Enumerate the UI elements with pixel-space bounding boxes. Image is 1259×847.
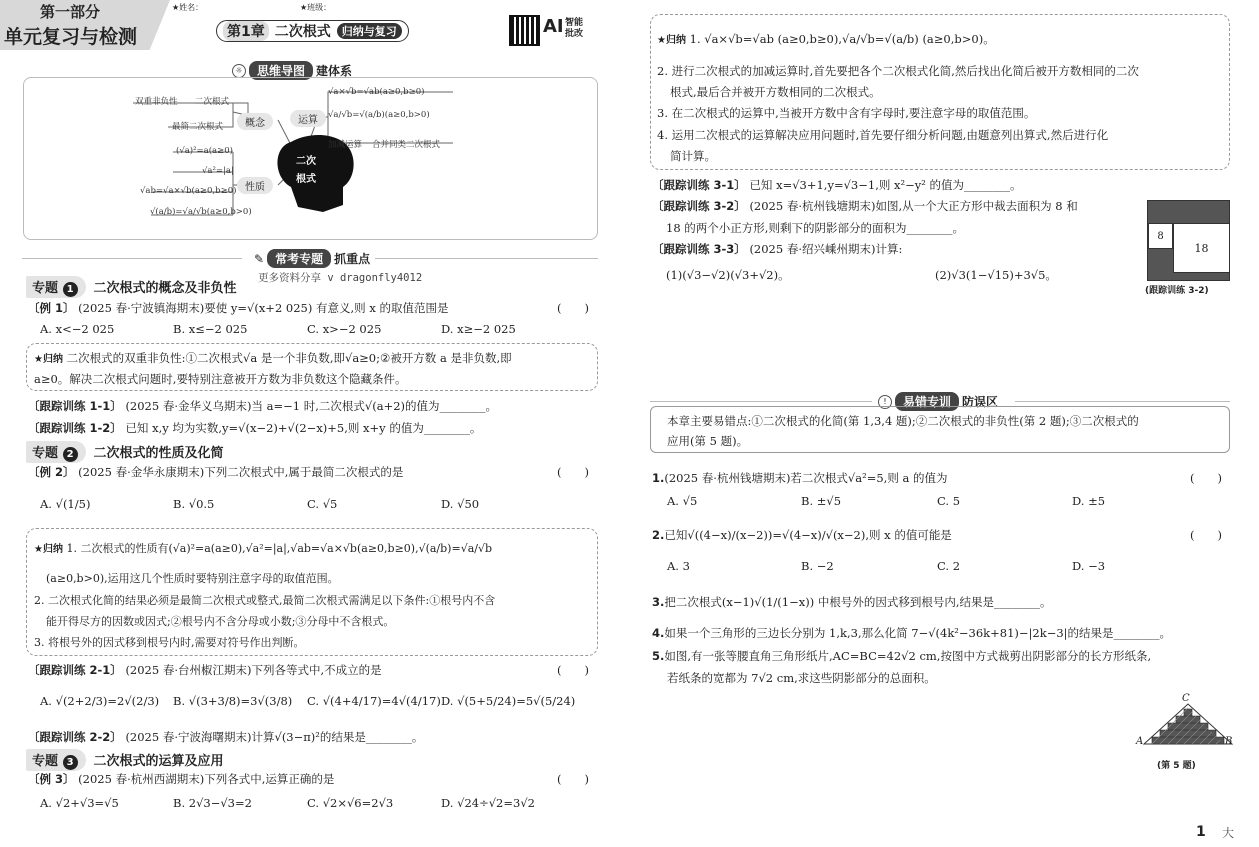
class-label: ★班级：: [300, 3, 332, 12]
note-3-line-6: 简计算。: [670, 149, 716, 163]
node-concept: 概念: [237, 113, 273, 130]
page-mark: 大: [1222, 826, 1235, 840]
banner-rule-left-2: [650, 401, 872, 402]
topic-2-label: 专题: [32, 446, 59, 461]
property-item-2: √a²=|a|: [202, 166, 234, 176]
track-1-1-tag: 〔跟踪训练 1-1〕: [28, 399, 122, 413]
errors-banner-sub: 防误区: [962, 395, 999, 409]
banner-rule-right-2: [1015, 401, 1230, 402]
operation-item-4: 合并同类二次根式: [372, 140, 441, 150]
node-property: 性质: [237, 177, 273, 194]
figure-3-2-small-square: [1148, 223, 1173, 249]
question-4-text: 如果一个三角形的三边长分别为 1,k,3,那么化简 7−√(4k²−36k+81)−|2k−3|的结果是________。: [664, 626, 1172, 640]
example-2-tag: 〔例 2〕: [28, 465, 75, 479]
question-1-num: 1.: [652, 471, 665, 485]
example-1-option-a[interactable]: A. x<−2 025: [40, 322, 115, 336]
figure-5-label-c: C: [1182, 693, 1190, 704]
example-2-answer[interactable]: ( ): [557, 465, 589, 479]
question-4-num: 4.: [652, 626, 665, 640]
chapter-num: 第1章: [223, 21, 269, 41]
note-2-line-1: [34, 541, 492, 558]
errors-banner-main: 易错专训: [895, 392, 959, 411]
question-1-option-a[interactable]: A. √5: [667, 494, 698, 508]
track-1-2-tag: 〔跟踪训练 1-2〕: [28, 421, 122, 435]
figure-5-caption: (第 5 题): [1157, 761, 1196, 771]
topics-banner: [254, 249, 370, 268]
qr-code-icon: [509, 15, 540, 46]
operation-item-1: √a×√b=√ab(a≥0,b≥0): [328, 87, 425, 97]
question-5-text-1: 如图,有一张等腰直角三角形纸片,AC=BC=42√2 cm,按图中方式裁剪出阴影部分的长方形纸条,: [664, 649, 1152, 663]
note-3-line-2: 2. 进行二次根式的加减运算时,首先要把各个二次根式化简,然后找出化简后被开方数相同的二次: [657, 64, 1139, 78]
track-3-1: [652, 177, 1022, 193]
question-3-text: 把二次根式(x−1)√(1/(1−x)) 中根号外的因式移到根号内,结果是________。: [664, 595, 1052, 609]
track-2-1-option-d[interactable]: D. √(5+5/24)=5√(5/24): [441, 694, 576, 708]
note-2-line-4: 能开得尽方的因数或因式;②根号内不含分母或小数;③分母中不含根式。: [46, 615, 395, 628]
chapter-tag: 归纳与复习: [337, 23, 402, 39]
topic-2-heading: [26, 441, 224, 463]
question-2-text: 已知√((4−x)/(x−2))=√(4−x)/√(x−2),则 x 的值可能是: [664, 528, 952, 542]
center-text-1: 二次: [296, 156, 316, 167]
question-5-line-1: [652, 648, 1151, 664]
track-3-3-part-1: (1)(√3−√2)(√3+√2)。: [666, 268, 790, 282]
note-2-line-5: 3. 将根号外的因式移到根号内时,需要对符号作出判断。: [34, 636, 305, 649]
example-1-answer[interactable]: ( ): [557, 301, 589, 315]
property-item-4: √(a/b)=√a/√b(a≥0,b>0): [150, 207, 252, 217]
part-label: 第一部分: [40, 3, 101, 21]
chapter-badge: [216, 20, 409, 42]
question-1-option-c[interactable]: C. 5: [937, 494, 961, 508]
track-2-1-option-c[interactable]: C. √(4+4/17)=4√(4/17): [307, 694, 441, 708]
question-2-option-c[interactable]: C. 2: [937, 559, 961, 573]
question-2-answer[interactable]: ( ): [1190, 528, 1222, 542]
track-2-2-tag: 〔跟踪训练 2-2〕: [28, 730, 122, 744]
example-2: [28, 464, 403, 480]
note-3-line-5: 4. 运用二次根式的运算解决应用问题时,首先要仔细分析问题,由题意列出算式,然后进行化: [657, 128, 1109, 142]
example-3-option-a[interactable]: A. √2+√3=√5: [40, 796, 119, 810]
intro-line-1: 本章主要易错点:①二次根式的化简(第 1,3,4 题);②二次根式的非负性(第 2 题);③二次根式的: [667, 414, 1139, 428]
topic-1-label: 专题: [32, 281, 59, 296]
question-1-text: (2025 春·杭州钱塘期末)若二次根式√a²=5,则 a 的值为: [664, 471, 948, 485]
mindmap-banner-main: 思维导图: [249, 61, 313, 80]
track-1-1-text: (2025 春·金华义乌期末)当 a=−1 时,二次根式√(a+2)的值为________。: [125, 399, 498, 413]
note-2-text-1: 1. 二次根式的性质有(√a)²=a(a≥0),√a²=|a|,√ab=√a×√b(a≥0,b≥0),√(a/b)=√a/√b: [66, 542, 493, 555]
warning-icon: !: [878, 395, 892, 409]
figure-3-2-big-label: 18: [1194, 241, 1209, 255]
example-3-option-d[interactable]: D. √24÷√2=3√2: [441, 796, 535, 810]
track-1-2-text: 已知 x,y 均为实数,y=√(x−2)+√(2−x)+5,则 x+y 的值为________。: [125, 421, 482, 435]
figure-3-2-big-square: [1173, 223, 1230, 273]
mindmap-banner-sub: 建体系: [316, 64, 353, 78]
example-3-option-c[interactable]: C. √2×√6=2√3: [307, 796, 394, 810]
watermark: 更多资料分享 v dragonfly4012: [258, 272, 423, 284]
ai-text: 智能批改: [565, 18, 584, 39]
question-2-option-d[interactable]: D. −3: [1072, 559, 1106, 573]
example-2-text: (2025 春·金华永康期末)下列二次根式中,属于最简二次根式的是: [78, 465, 404, 479]
concept-item-simplest: 最简二次根式: [172, 122, 224, 132]
example-2-option-b[interactable]: B. √0.5: [173, 497, 215, 511]
question-1-answer[interactable]: ( ): [1190, 471, 1222, 485]
concept-item-radical: 二次根式: [195, 97, 230, 107]
track-3-1-tag: 〔跟踪训练 3-1〕: [652, 178, 746, 192]
note-3-text-1: 1. √a×√b=√ab (a≥0,b≥0),√a/√b=√(a/b) (a≥0,b>0)。: [689, 32, 995, 46]
pencil-icon: ✎: [254, 251, 265, 266]
example-3-answer[interactable]: ( ): [557, 772, 589, 786]
banner-rule-right: [375, 258, 598, 259]
property-item-1: (√a)²=a(a≥0): [176, 146, 233, 156]
question-2-option-b[interactable]: B. −2: [801, 559, 834, 573]
example-3-text: (2025 春·杭州西湖期末)下列各式中,运算正确的是: [78, 772, 335, 786]
track-3-3-text: (2025 春·绍兴嵊州期末)计算:: [749, 242, 903, 256]
topic-1-heading: [26, 276, 237, 298]
question-4: [652, 625, 1171, 641]
example-2-option-c[interactable]: C. √5: [307, 497, 338, 511]
track-3-3-part-2: (2)√3(1−√15)+3√5。: [935, 268, 1057, 282]
page-number: 1: [1196, 824, 1206, 840]
note-2-line-3: 2. 二次根式化简的结果必须是最简二次根式或整式,最简二次根式需满足以下条件:①根号内不含: [34, 594, 496, 607]
node-operation: 运算: [290, 110, 326, 127]
question-5-num: 5.: [652, 649, 665, 663]
track-2-1-option-b[interactable]: B. √(3+3/8)=3√(3/8): [173, 694, 293, 708]
note-1-tag: ★归纳: [34, 354, 63, 365]
question-3-num: 3.: [652, 595, 665, 609]
example-1-text: (2025 春·宁波镇海期末)要使 y=√(x+2 025) 有意义,则 x 的取值范围是: [78, 301, 449, 315]
note-2-tag: ★归纳: [34, 544, 63, 555]
question-2: [652, 527, 952, 543]
track-3-2-text-1: (2025 春·杭州钱塘期末)如图,从一个大正方形中裁去面积为 8 和: [749, 199, 1078, 213]
question-3: [652, 594, 1052, 610]
track-3-2-line-1: [652, 198, 1078, 214]
ai-badge: AI: [543, 16, 564, 37]
topic-3-title: 二次根式的运算及应用: [93, 754, 224, 769]
topics-banner-main: 常考专题: [267, 249, 331, 268]
note-1-line-1: [34, 350, 512, 368]
track-2-2: [28, 729, 423, 745]
figure-5-label-a: A: [1136, 736, 1144, 747]
example-1-option-b[interactable]: B. x≤−2 025: [173, 322, 248, 336]
note-3-tag: ★归纳: [657, 35, 686, 46]
topic-1-title: 二次根式的概念及非负性: [93, 281, 237, 296]
track-3-3-tag: 〔跟踪训练 3-3〕: [652, 242, 746, 256]
example-3-tag: 〔例 3〕: [28, 772, 75, 786]
banner-rule-left: [22, 258, 242, 259]
topic-1-num: 1: [63, 282, 78, 297]
example-1-tag: 〔例 1〕: [28, 301, 75, 315]
question-2-option-a[interactable]: A. 3: [667, 559, 690, 573]
operation-item-2: √a/√b=√(a/b)(a≥0,b>0): [328, 110, 430, 120]
chapter-title: 二次根式: [274, 24, 331, 40]
topic-3-num: 3: [63, 755, 78, 770]
property-item-3: √ab=√a×√b(a≥0,b≥0): [140, 186, 237, 196]
track-2-1-text: (2025 春·台州椒江期末)下列各等式中,不成立的是: [125, 663, 382, 677]
example-3: [28, 771, 334, 787]
track-2-1: [28, 662, 382, 678]
track-1-1: [28, 398, 497, 414]
figure-3-2-caption: (跟踪训练 3-2): [1145, 286, 1209, 296]
question-1-option-b[interactable]: B. ±√5: [801, 494, 842, 508]
track-2-2-text: (2025 春·宁波海曙期末)计算√(3−π)²的结果是________。: [125, 730, 424, 744]
note-3-line-1: [657, 31, 995, 49]
lightbulb-icon: ☼: [232, 64, 246, 78]
track-2-1-answer[interactable]: ( ): [557, 663, 589, 677]
track-3-3: [652, 241, 902, 257]
note-2-line-2: (a≥0,b>0),运用这几个性质时要特别注意字母的取值范围。: [46, 572, 339, 585]
question-2-num: 2.: [652, 528, 665, 542]
topic-2-title: 二次根式的性质及化简: [93, 446, 224, 461]
topics-banner-sub: 抓重点: [334, 252, 371, 266]
example-2-option-a[interactable]: A. √(1/5): [40, 497, 91, 511]
track-2-1-option-a[interactable]: A. √(2+2/3)=2√(2/3): [40, 694, 160, 708]
intro-line-2: 应用(第 5 题)。: [667, 434, 749, 448]
note-3-line-3: 根式,最后合并被开方数相同的二次根式。: [670, 85, 881, 99]
example-2-option-d[interactable]: D. √50: [441, 497, 480, 511]
topic-2-num: 2: [63, 447, 78, 462]
track-2-1-tag: 〔跟踪训练 2-1〕: [28, 663, 122, 677]
example-1: [28, 300, 448, 316]
note-1-text-1: 二次根式的双重非负性:①二次根式√a 是一个非负数,即√a≥0;②被开方数 a 是非负数,即: [66, 351, 512, 365]
concept-item-nonneg: 双重非负性: [135, 97, 178, 107]
topic-3-heading: [26, 749, 224, 771]
track-1-2: [28, 420, 481, 436]
name-label: ★姓名：: [172, 3, 204, 12]
question-1-option-d[interactable]: D. ±5: [1072, 494, 1106, 508]
example-1-option-c[interactable]: C. x>−2 025: [307, 322, 382, 336]
operation-item-3: 加减运算: [328, 140, 363, 150]
center-text-2: 根式: [296, 174, 316, 185]
section-title: 单元复习与检测: [4, 26, 138, 48]
note-1-line-2: a≥0。解决二次根式问题时,要特别注意被开方数为非负数这个隐藏条件。: [34, 372, 407, 386]
topic-3-label: 专题: [32, 754, 59, 769]
question-5-line-2: 若纸条的宽都为 7√2 cm,求这些阴影部分的总面积。: [667, 671, 936, 685]
figure-3-2-small-label: 8: [1157, 230, 1164, 242]
example-3-option-b[interactable]: B. 2√3−√3=2: [173, 796, 252, 810]
track-3-1-text: 已知 x=√3+1,y=√3−1,则 x²−y² 的值为________。: [749, 178, 1022, 192]
figure-5-label-b: B: [1225, 736, 1233, 747]
question-1: [652, 470, 948, 486]
note-3-line-4: 3. 在二次根式的运算中,当被开方数中含有字母时,要注意字母的取值范围。: [657, 106, 1036, 120]
track-3-2-tag: 〔跟踪训练 3-2〕: [652, 199, 746, 213]
track-3-2-line-2: 18 的两个小正方形,则剩下的阴影部分的面积为________。: [666, 221, 964, 235]
example-1-option-d[interactable]: D. x≥−2 025: [441, 322, 516, 336]
